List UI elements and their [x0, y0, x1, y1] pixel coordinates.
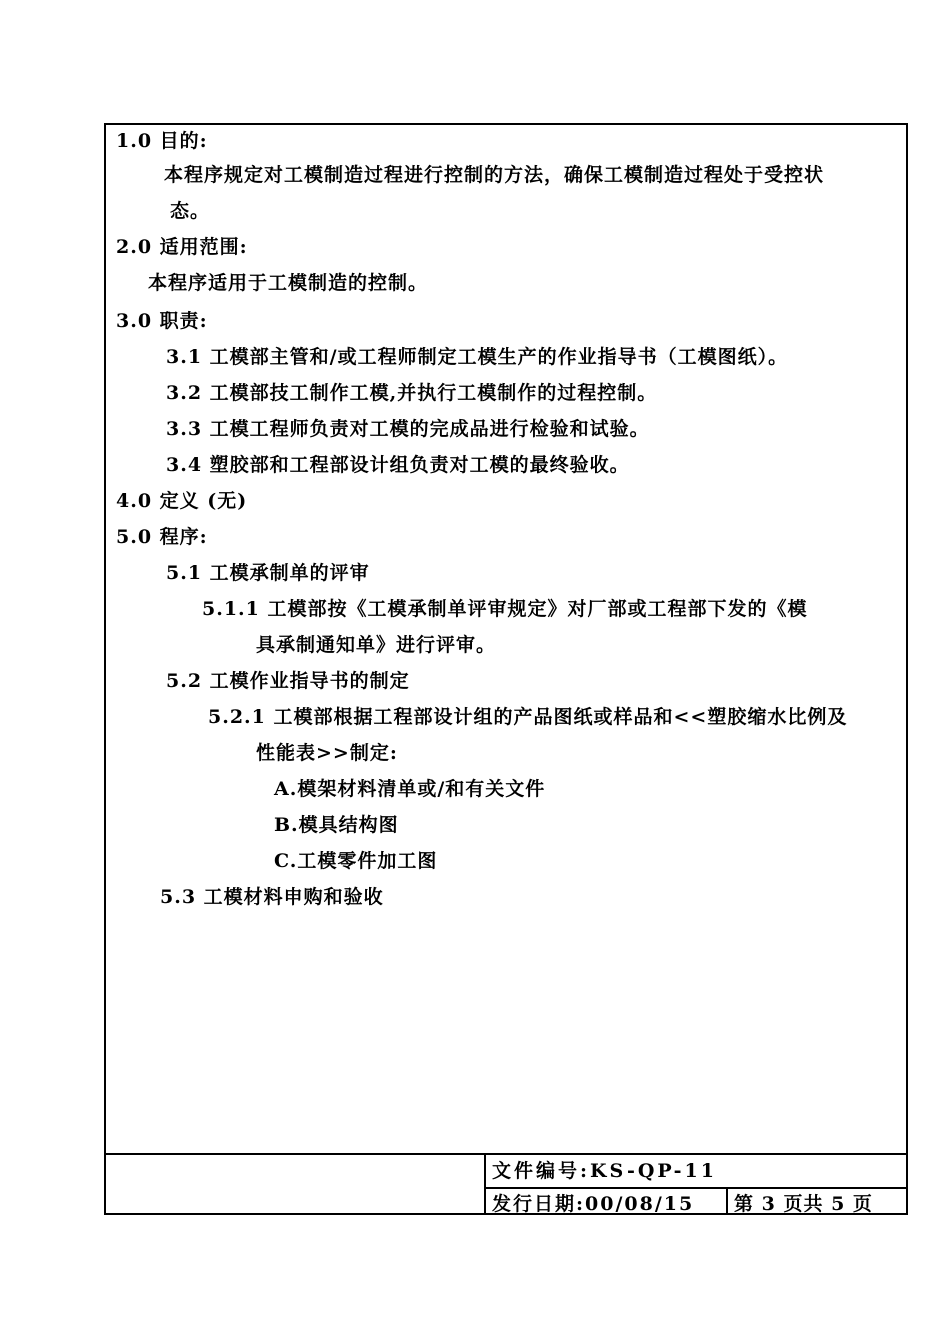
procedure-5-1-1-a: 5.1.1 工模部按《工模承制单评审规定》对厂部或工程部下发的《模	[202, 598, 808, 620]
procedure-5-2-1-b: 性能表>>制定:	[256, 742, 398, 764]
responsibility-3-4: 3.4 塑胶部和工程部设计组负责对工模的最终验收。	[166, 454, 630, 476]
footer-vertical-divider	[484, 1153, 486, 1213]
footer-divider	[106, 1153, 906, 1155]
heading-definition: 4.0 定义 (无)	[116, 490, 248, 512]
page-number: 第 3 页共 5 页	[734, 1193, 873, 1215]
procedure-5-2: 5.2 工模作业指导书的制定	[166, 670, 410, 692]
procedure-5-1-1-b: 具承制通知单》进行评审。	[256, 634, 497, 656]
heading-purpose: 1.0 目的:	[116, 130, 208, 152]
responsibility-3-3: 3.3 工模工程师负责对工模的完成品进行检验和试验。	[166, 418, 650, 440]
footer-row-divider	[484, 1187, 906, 1189]
footer-page-divider	[726, 1187, 728, 1213]
heading-procedure: 5.0 程序:	[116, 526, 208, 548]
responsibility-3-1: 3.1 工模部主管和/或工程师制定工模生产的作业指导书（工模图纸）。	[166, 346, 789, 368]
heading-scope: 2.0 适用范围:	[116, 236, 248, 258]
purpose-text-2: 态。	[170, 200, 211, 222]
scope-text: 本程序适用于工模制造的控制。	[148, 272, 429, 294]
item-a: A.模架材料清单或/和有关文件	[274, 778, 546, 800]
responsibility-3-2: 3.2 工模部技工制作工模,并执行工模制作的过程控制。	[166, 382, 658, 404]
item-c: C.工模零件加工图	[274, 850, 438, 872]
procedure-5-2-1-a: 5.2.1 工模部根据工程部设计组的产品图纸或样品和<<塑胶缩水比例及	[208, 706, 848, 728]
issue-date: 发行日期:00/08/15	[492, 1193, 695, 1215]
procedure-5-1: 5.1 工模承制单的评审	[166, 562, 370, 584]
document-sheet	[104, 123, 908, 1215]
procedure-5-3: 5.3 工模材料申购和验收	[160, 886, 384, 908]
purpose-text-1: 本程序规定对工模制造过程进行控制的方法，确保工模制造过程处于受控状	[164, 164, 825, 186]
item-b: B.模具结构图	[274, 814, 399, 836]
heading-responsibility: 3.0 职责:	[116, 310, 208, 332]
document-number: 文件编号:KS-QP-11	[492, 1160, 717, 1182]
